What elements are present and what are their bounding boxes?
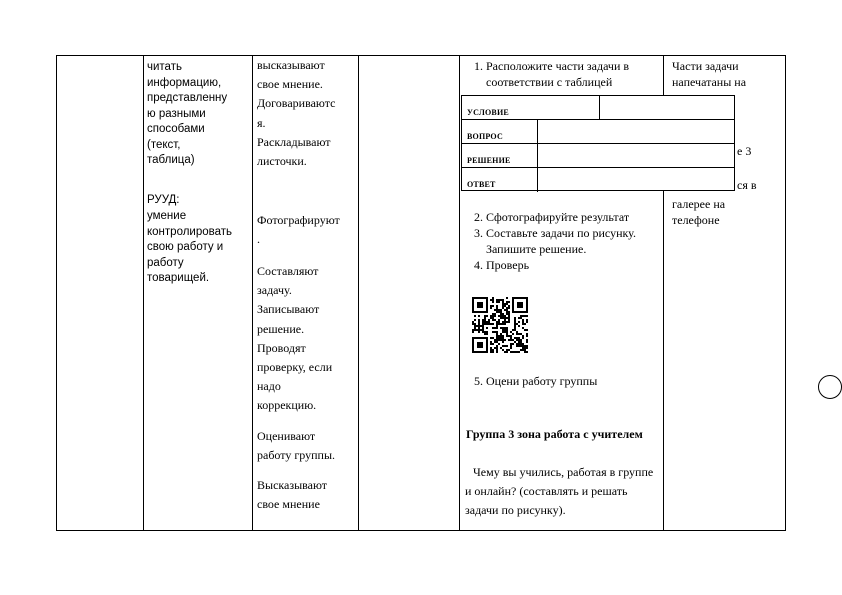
task-item-3: 3. Составьте задачи по рисунку. Запишите решение. [486, 225, 680, 257]
col3-paragraph-2: Фотографируют . [257, 213, 340, 247]
col2-ruud-title: РУУД: [147, 194, 180, 206]
col3-paragraph-4: Оценивают работу группы. [257, 429, 336, 463]
col2-skills-text: читать информацию, представленну ю разными способами (текст, таблица) [147, 61, 228, 166]
table-top-border [56, 55, 786, 56]
table-col-line-7 [785, 55, 786, 530]
group3-text: Чему вы учились, работая в группе и онлайн? (составлять и решать задачи по рисунку). [465, 465, 654, 517]
task-item-2: 2. Сфотографируйте результат [486, 209, 680, 225]
task-parts-row-solution [462, 144, 734, 168]
table-bottom-border [56, 530, 786, 531]
col6-text-top: Части задачи напечатаны на [672, 59, 747, 89]
col3-paragraph-1: высказывают свое мнение. Договариваютс я. Раскладывают листочки. [257, 58, 336, 169]
col3-paragraph-5: Высказывают свое мнение [257, 478, 328, 512]
row-label-condition: УСЛОВИЕ [467, 108, 509, 117]
row-separator [537, 168, 538, 192]
task-parts-table [461, 95, 735, 191]
table-col-line-1 [56, 55, 57, 530]
col5-task-list-3 [468, 373, 680, 389]
col2-ruud-text: умение контролировать свою работу и работу товарищей. [147, 210, 233, 284]
task-item-1: 1. Расположите части задачи в соответствии с таблицей [486, 58, 678, 90]
row-separator [599, 96, 600, 119]
task-item-4: 4. Проверь [486, 257, 680, 273]
col6-fragment-b: ся в [737, 178, 757, 192]
task-parts-row-answer [462, 168, 734, 192]
table-col-line-5 [459, 55, 460, 530]
row-label-solution: РЕШЕНИЕ [467, 156, 511, 165]
table-col-line-3 [252, 55, 253, 530]
row-label-question: ВОПРОС [467, 132, 503, 141]
group3-title: Группа 3 зона работа с учителем [466, 427, 643, 441]
row-label-answer: ОТВЕТ [467, 180, 496, 189]
task-item-5: 5. Оцени работу группы [486, 373, 680, 389]
task-parts-row-condition [462, 96, 734, 120]
row-separator [537, 120, 538, 143]
col6-text-bottom: галерее на телефоне [672, 197, 726, 227]
col3-paragraph-3: Составляют задачу. Записывают решение. Проводят проверку, если надо коррекцию. [257, 264, 333, 413]
col5-task-list-2 [468, 209, 680, 273]
page-marker-circle [818, 375, 842, 399]
qr-code-icon [472, 297, 528, 353]
task-parts-row-question [462, 120, 734, 144]
col5-task-list-1 [468, 58, 678, 90]
col6-fragment-a: е 3 [737, 144, 752, 158]
table-col-line-2 [143, 55, 144, 530]
table-col-line-4 [358, 55, 359, 530]
row-separator [537, 144, 538, 167]
